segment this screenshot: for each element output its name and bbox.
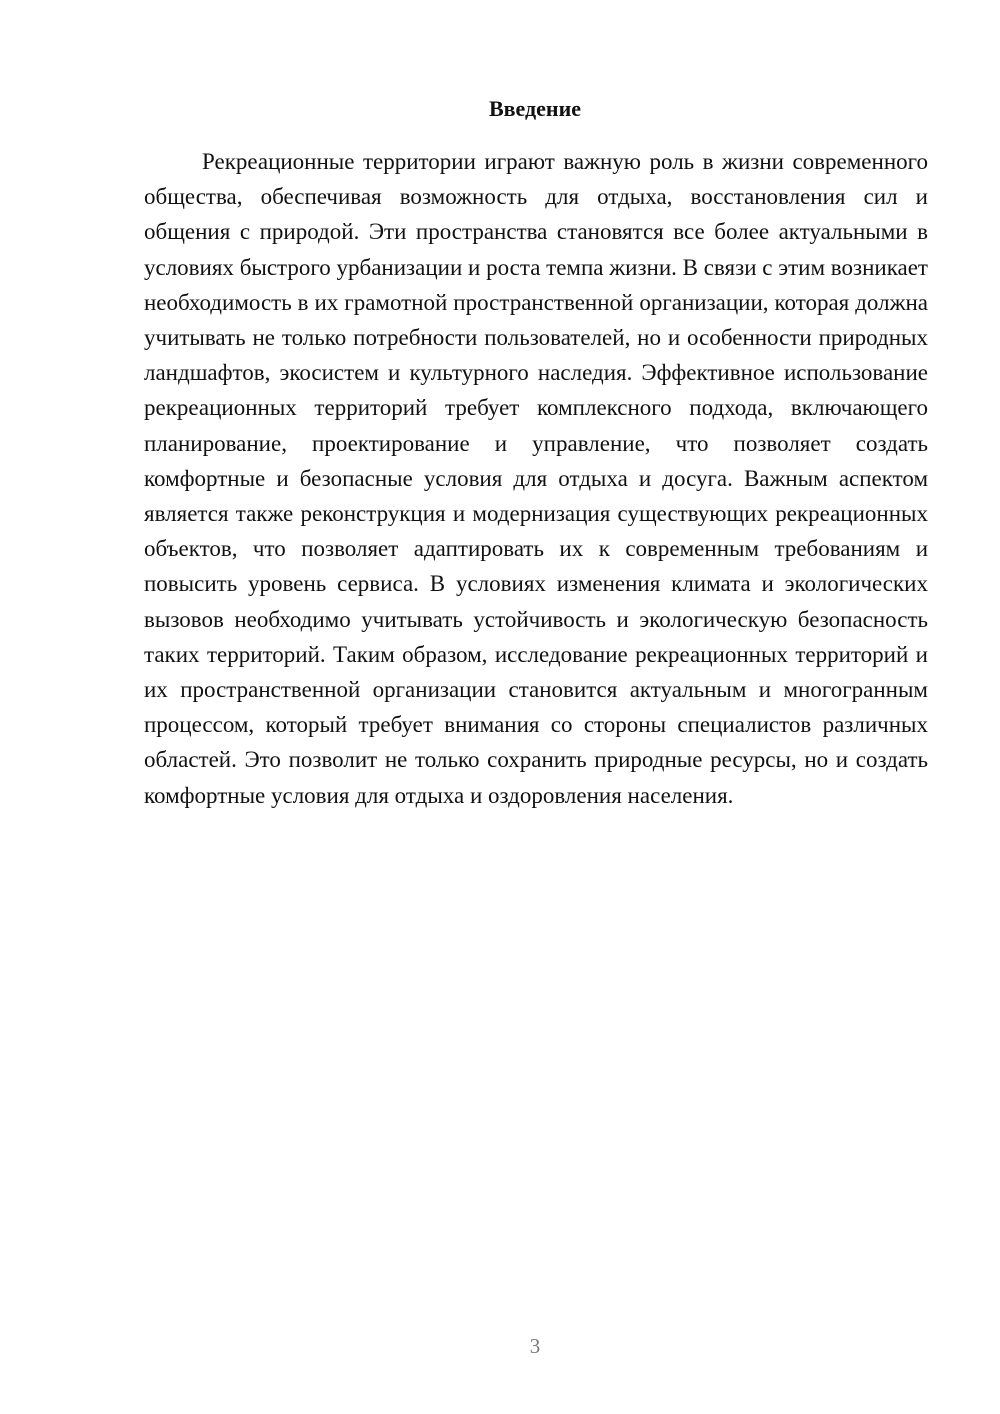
body-paragraph: Рекреационные территории играют важную роль в жизни современного общества, обеспечивая возможность для отдыха, восстановления сил и общения с природой. Эти пространства становятся все более актуальными в условиях быстрого урбанизации и роста темпа жизни. В связи с этим возникает необходимость в их грамотной пространственной организации, которая должна учитывать не только потребности пользователей, но и особенности природных ландшафтов, экосистем и культурного наследия. Эффективное использование рекреационных территорий требует комплексного подхода, включающего планирование, проектирование и управление, что позволяет создать комфортные и безопасные условия для отдыха и досуга. Важным аспектом является также реконструкция и модернизация существующих рекреационных объектов, что позволяет адаптировать их к современным требованиям и повысить уровень сервиса. В условиях изменения климата и экологических вызовов необходимо учитывать устойчивость и экологическую безопасность таких территорий. Таким образом, исследование рекреационных территорий и их пространственной организации становится актуальным и многогранным процессом, который требует внимания со стороны специалистов различных областей. Это позволит не только сохранить природные ресурсы, но и создать комфортные условия для отдыха и оздоровления населения.: [144, 149, 928, 808]
page-number: 3: [529, 1334, 541, 1358]
section-heading: Введение: [488, 96, 582, 121]
